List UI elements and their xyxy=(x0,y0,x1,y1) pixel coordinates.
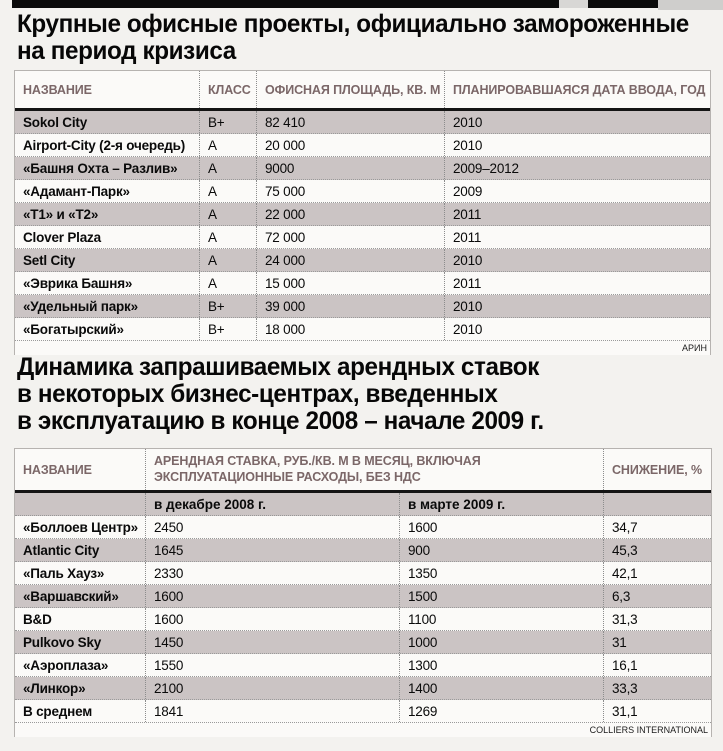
table-row xyxy=(15,654,711,677)
table-cell-date: 2011 xyxy=(444,226,710,248)
headline-rental-rates xyxy=(17,354,544,435)
table-row xyxy=(15,180,710,203)
subheader-march-2009: в марте 2009 г. xyxy=(399,493,603,515)
table-body xyxy=(15,111,710,341)
table-cell-dec: 2100 xyxy=(145,677,399,699)
table-row xyxy=(15,631,711,654)
table-cell-name: Clover Plaza xyxy=(23,229,101,245)
table-row xyxy=(15,226,710,249)
table-cell-area: 39 000 xyxy=(256,295,444,317)
table-cell-dec: 1841 xyxy=(145,700,399,722)
rental-rates-table xyxy=(14,448,712,737)
table-cell-mar: 1100 xyxy=(399,608,603,630)
headline-line: в эксплуатацию в конце 2008 – начале 2009 г. xyxy=(17,407,544,435)
table-cell-name: Pulkovo Sky xyxy=(23,634,102,650)
table-cell-decline: 42,1 xyxy=(603,562,711,584)
column-header-decline: СНИЖЕНИЕ, % xyxy=(603,449,711,490)
table-cell-name: Airport-City (2-я очередь) xyxy=(23,137,186,153)
table-cell-dec: 1645 xyxy=(145,539,399,561)
table-cell-decline: 6,3 xyxy=(603,585,711,607)
table-cell-area: 24 000 xyxy=(256,249,444,271)
table-cell-decline: 31 xyxy=(603,631,711,653)
table-row xyxy=(15,318,710,341)
table-cell-cls: A xyxy=(199,226,256,248)
table-cell-decline: 34,7 xyxy=(603,516,711,538)
table-row xyxy=(15,516,711,539)
table-row xyxy=(15,295,710,318)
table-cell-cls: A xyxy=(199,249,256,271)
table-cell-decline: 31,3 xyxy=(603,608,711,630)
headline-line: на период кризиса xyxy=(17,37,236,65)
table-cell-dec: 2330 xyxy=(145,562,399,584)
table-cell-name: Atlantic City xyxy=(23,542,100,558)
table-cell-area: 15 000 xyxy=(256,272,444,294)
table-cell-date: 2009–2012 xyxy=(444,157,710,179)
table-cell-cls: B+ xyxy=(199,295,256,317)
table-cell-date: 2010 xyxy=(444,318,710,340)
table-cell-cls: B+ xyxy=(199,318,256,340)
table-cell-name: «Удельный парк» xyxy=(23,298,138,314)
table-cell-decline: 33,3 xyxy=(603,677,711,699)
table-cell-mar: 1269 xyxy=(399,700,603,722)
table-cell-name: «Адамант-Парк» xyxy=(23,183,130,199)
table-cell-decline: 45,3 xyxy=(603,539,711,561)
table-cell-cls: A xyxy=(199,134,256,156)
table-cell-area: 18 000 xyxy=(256,318,444,340)
table-row xyxy=(15,134,710,157)
table-cell-name: «Варшавский» xyxy=(23,588,119,604)
table-cell-cls: A xyxy=(199,203,256,225)
table-header-row xyxy=(15,449,711,493)
table-body xyxy=(15,516,711,723)
table-cell-mar: 1350 xyxy=(399,562,603,584)
table-cell-decline: 31,1 xyxy=(603,700,711,722)
table-row xyxy=(15,249,710,272)
table-cell-dec: 1450 xyxy=(145,631,399,653)
headline-line: в некоторых бизнес-центрах, введенных xyxy=(17,380,498,408)
table-header-row xyxy=(15,71,710,111)
table-cell-area: 22 000 xyxy=(256,203,444,225)
crop-artifact-gap xyxy=(559,0,588,8)
table-cell-name: Sokol City xyxy=(23,114,88,130)
frozen-projects-table xyxy=(14,70,711,355)
crop-artifact-corner xyxy=(658,0,723,10)
table-cell-cls: A xyxy=(199,272,256,294)
table-subheader-row xyxy=(15,493,711,516)
table-cell-name: В среднем xyxy=(23,703,93,719)
table-cell-name: «Богатырский» xyxy=(23,321,124,337)
subheader-empty xyxy=(15,493,145,515)
table-cell-cls: A xyxy=(199,157,256,179)
column-header-rate: АРЕНДНАЯ СТАВКА, РУБ./КВ. М В МЕСЯЦ, ВКЛЮЧАЯ ЭКСПЛУАТАЦИОННЫЕ РАСХОДЫ, БЕЗ НДС xyxy=(145,449,603,490)
table-cell-dec: 1600 xyxy=(145,585,399,607)
table-row xyxy=(15,562,711,585)
table-cell-name: «Боллоев Центр» xyxy=(23,519,138,535)
table-cell-date: 2011 xyxy=(444,272,710,294)
table-cell-name: «Паль Хауз» xyxy=(23,565,105,581)
table-cell-mar: 1000 xyxy=(399,631,603,653)
column-header-name: НАЗВАНИЕ xyxy=(23,82,92,97)
column-header-name: НАЗВАНИЕ xyxy=(23,462,92,477)
table-cell-mar: 1300 xyxy=(399,654,603,676)
column-header-class: КЛАСС xyxy=(199,71,256,108)
table-cell-decline: 16,1 xyxy=(603,654,711,676)
source-credit: COLLIERS INTERNATIONAL xyxy=(589,725,708,735)
table-cell-date: 2010 xyxy=(444,249,710,271)
table-row xyxy=(15,111,710,134)
table-row xyxy=(15,539,711,562)
table-cell-date: 2010 xyxy=(444,111,710,133)
table-row xyxy=(15,700,711,723)
column-header-area: ОФИСНАЯ ПЛОЩАДЬ, КВ. М xyxy=(256,71,444,108)
headline-line: Крупные офисные проекты, официально замороженные xyxy=(17,10,689,38)
table-cell-mar: 900 xyxy=(399,539,603,561)
table-cell-date: 2010 xyxy=(444,134,710,156)
table-cell-name: «Линкор» xyxy=(23,680,86,696)
subheader-empty xyxy=(603,493,711,515)
column-header-date: ПЛАНИРОВАВШАЯСЯ ДАТА ВВОДА, ГОД xyxy=(444,71,710,108)
headline-line: Динамика запрашиваемых арендных ставок xyxy=(17,353,539,381)
table-cell-mar: 1400 xyxy=(399,677,603,699)
table-cell-name: Setl City xyxy=(23,252,76,268)
table-cell-area: 82 410 xyxy=(256,111,444,133)
table-cell-name: «Эврика Башня» xyxy=(23,275,133,291)
table-row xyxy=(15,585,711,608)
table-cell-dec: 1600 xyxy=(145,608,399,630)
table-cell-area: 72 000 xyxy=(256,226,444,248)
table-cell-dec: 2450 xyxy=(145,516,399,538)
table-cell-name: «Аэроплаза» xyxy=(23,657,109,673)
table-row xyxy=(15,677,711,700)
headline-frozen-projects xyxy=(17,11,689,65)
table-cell-mar: 1500 xyxy=(399,585,603,607)
table-row xyxy=(15,157,710,180)
table-cell-area: 75 000 xyxy=(256,180,444,202)
table-row xyxy=(15,272,710,295)
table-cell-mar: 1600 xyxy=(399,516,603,538)
table-cell-cls: B+ xyxy=(199,111,256,133)
source-credit: АРИН xyxy=(682,343,707,353)
table-cell-name: B&D xyxy=(23,611,52,627)
table-cell-date: 2009 xyxy=(444,180,710,202)
table-row xyxy=(15,203,710,226)
subheader-december-2008: в декабре 2008 г. xyxy=(145,493,399,515)
table-cell-area: 20 000 xyxy=(256,134,444,156)
table-cell-name: «Башня Охта – Разлив» xyxy=(23,160,178,176)
table-cell-name: «Т1» и «Т2» xyxy=(23,206,99,222)
table-cell-date: 2011 xyxy=(444,203,710,225)
table-cell-area: 9000 xyxy=(256,157,444,179)
table-cell-cls: A xyxy=(199,180,256,202)
table-row xyxy=(15,608,711,631)
table-cell-dec: 1550 xyxy=(145,654,399,676)
table-cell-date: 2010 xyxy=(444,295,710,317)
